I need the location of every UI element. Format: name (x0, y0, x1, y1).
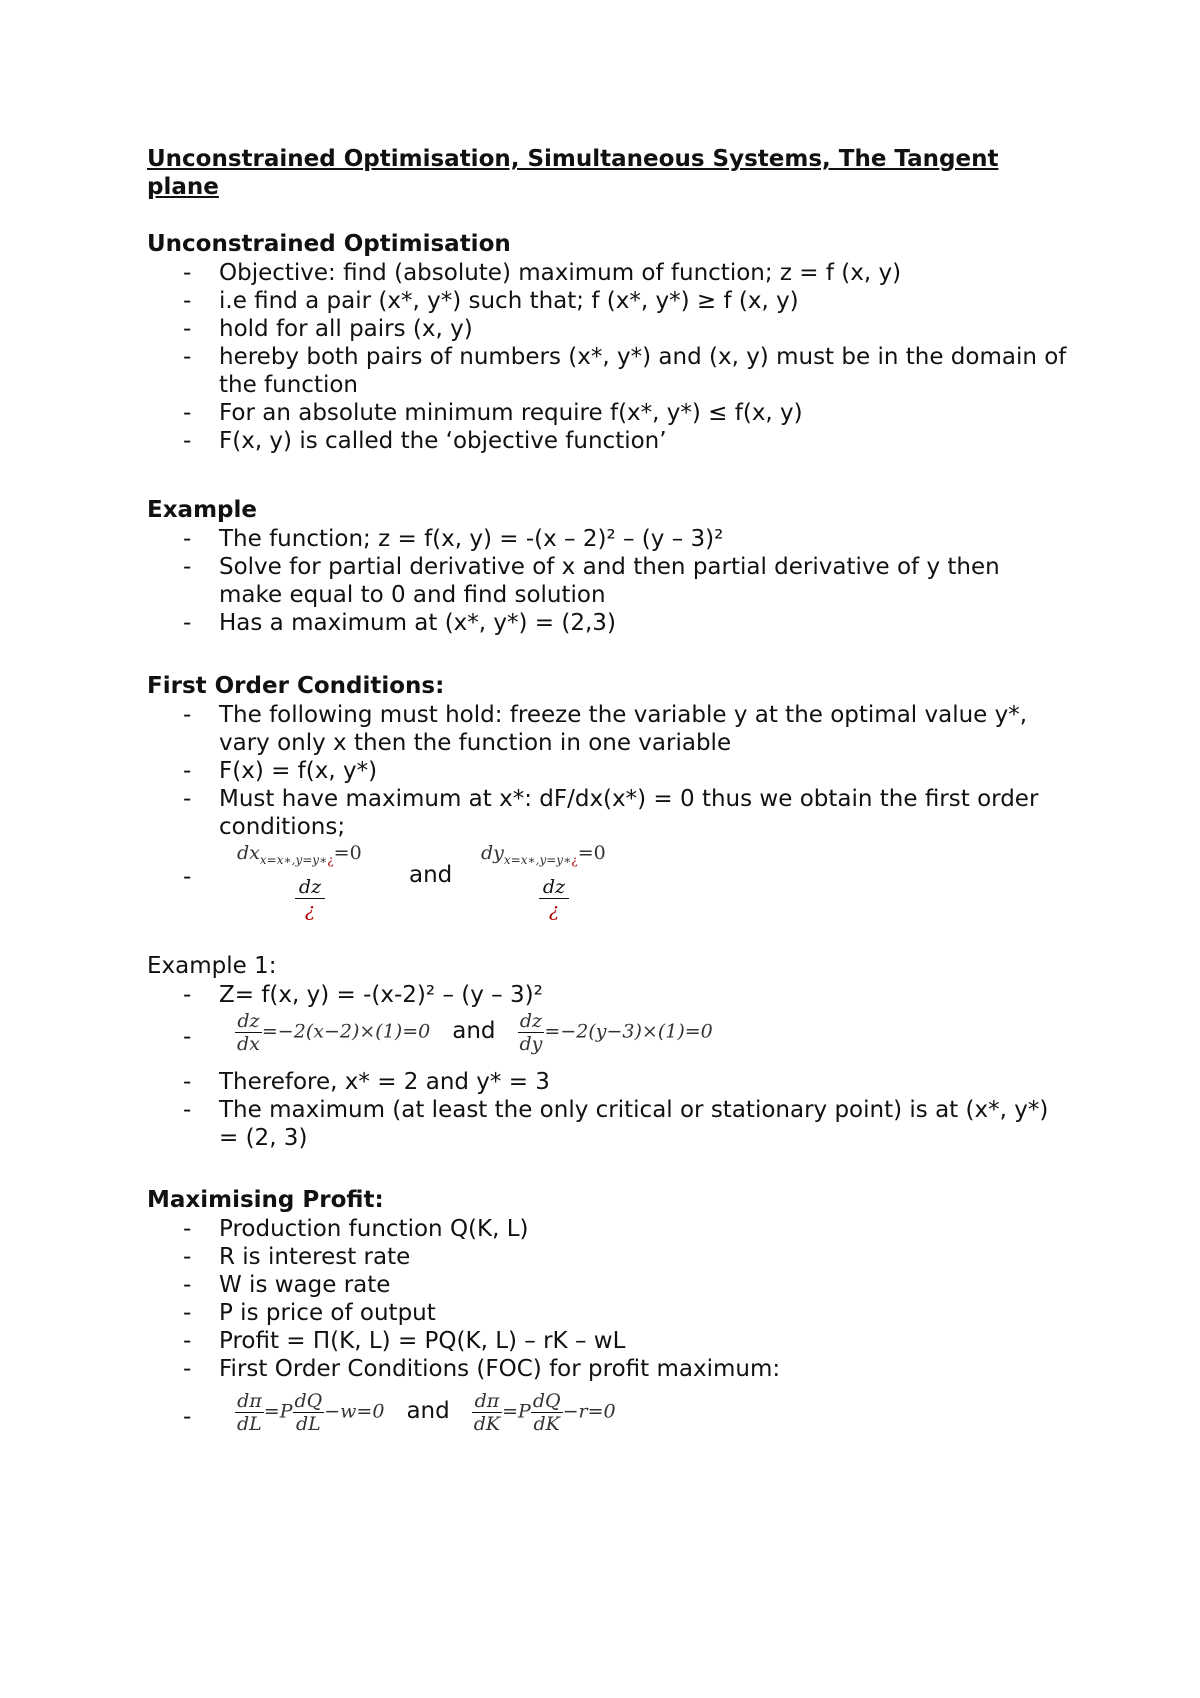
foc-eq-and: and (409, 862, 453, 888)
list-item: - Profit = Π(K, L) = PQ(K, L) – rK – wL (147, 1327, 1067, 1355)
foc-eq-left-top: $dx_{x=x∗,y=y∗¿}=0$ (237, 842, 362, 867)
list-item: - Therefore, x* = 2 and y* = 3 (147, 1068, 1067, 1096)
foc-equation-row (147, 842, 1067, 922)
list-item: - Objective: find (absolute) maximum of function; z = f (x, y) (147, 259, 1067, 287)
list-item: - For an absolute minimum require f(x*, y*) ≤ f(x, y) (147, 399, 1067, 427)
list-item: - The maximum (at least the only critical or stationary point) is at (x*, y*) = (2, 3) (147, 1096, 1067, 1152)
foc-eq-left-fraction: dz ¿ (295, 876, 325, 921)
example1-equation-row (147, 1010, 1067, 1066)
list-item: - W is wage rate (147, 1271, 1067, 1299)
list-dash: - (183, 1024, 192, 1050)
list-item: - Must have maximum at x*: dF/dx(x*) = 0 thus we obtain the first order conditions; (147, 785, 1067, 841)
list-item: - Z= f(x, y) = -(x-2)² – (y – 3)² (147, 981, 1067, 1009)
list-dash: - (183, 864, 192, 890)
list-item: - Production function Q(K, L) (147, 1215, 1067, 1243)
profit-equation-row (147, 1390, 1067, 1446)
foc-list (147, 701, 1067, 841)
example1-eq1: $\frac{dz}{dx}$ =−2(x−2)×(1)=0 and $\frac{dz}{dy}$ =−2(y−3)×(1)=0 (237, 1010, 713, 1055)
document-title: Unconstrained Optimisation, Simultaneous Systems, The Tangent plane (147, 146, 999, 200)
unconstrained-list (147, 259, 1067, 455)
section-heading-unconstrained: Unconstrained Optimisation (147, 231, 511, 257)
example-list (147, 525, 1067, 637)
section-heading-example1: Example 1: (147, 953, 277, 979)
list-item: - First Order Conditions (FOC) for profit maximum: (147, 1355, 1067, 1383)
list-item: - hereby both pairs of numbers (x*, y*) and (x, y) must be in the domain of the function (147, 343, 1067, 399)
section-heading-example: Example (147, 497, 257, 523)
list-item: - F(x, y) is called the ‘objective function’ (147, 427, 1067, 455)
list-item: - i.e find a pair (x*, y*) such that; f (x*, y*) ≥ f (x, y) (147, 287, 1067, 315)
profit-eq: $\frac{d\pi}{dL}$ =P $\frac{dQ}{dL}$ −w=0 and $\frac{d\pi}{dK}$ =P $\frac{dQ}{dK}$ −r=0 (237, 1390, 616, 1435)
list-item: - R is interest rate (147, 1243, 1067, 1271)
list-item: - hold for all pairs (x, y) (147, 315, 1067, 343)
list-dash: - (183, 1404, 192, 1430)
list-item: - The following must hold: freeze the variable y at the optimal value y*, vary only x then the function in one variable (147, 701, 1067, 757)
list-item: - The function; z = f(x, y) = -(x – 2)² – (y – 3)² (147, 525, 1067, 553)
foc-eq-right-fraction: dz ¿ (539, 876, 569, 921)
foc-eq-right-top: $dy_{x=x∗,y=y∗¿}=0$ (481, 842, 606, 867)
list-item: - P is price of output (147, 1299, 1067, 1327)
profit-list (147, 1215, 1067, 1383)
list-item: - Solve for partial derivative of x and then partial derivative of y then make equal to 0 and find solution (147, 553, 1067, 609)
list-item: - F(x) = f(x, y*) (147, 757, 1067, 785)
list-item: - Has a maximum at (x*, y*) = (2,3) (147, 609, 1067, 637)
example1-list-after (147, 1068, 1067, 1152)
example1-list (147, 981, 1067, 1009)
section-heading-foc: First Order Conditions: (147, 673, 445, 699)
section-heading-profit: Maximising Profit: (147, 1187, 384, 1213)
